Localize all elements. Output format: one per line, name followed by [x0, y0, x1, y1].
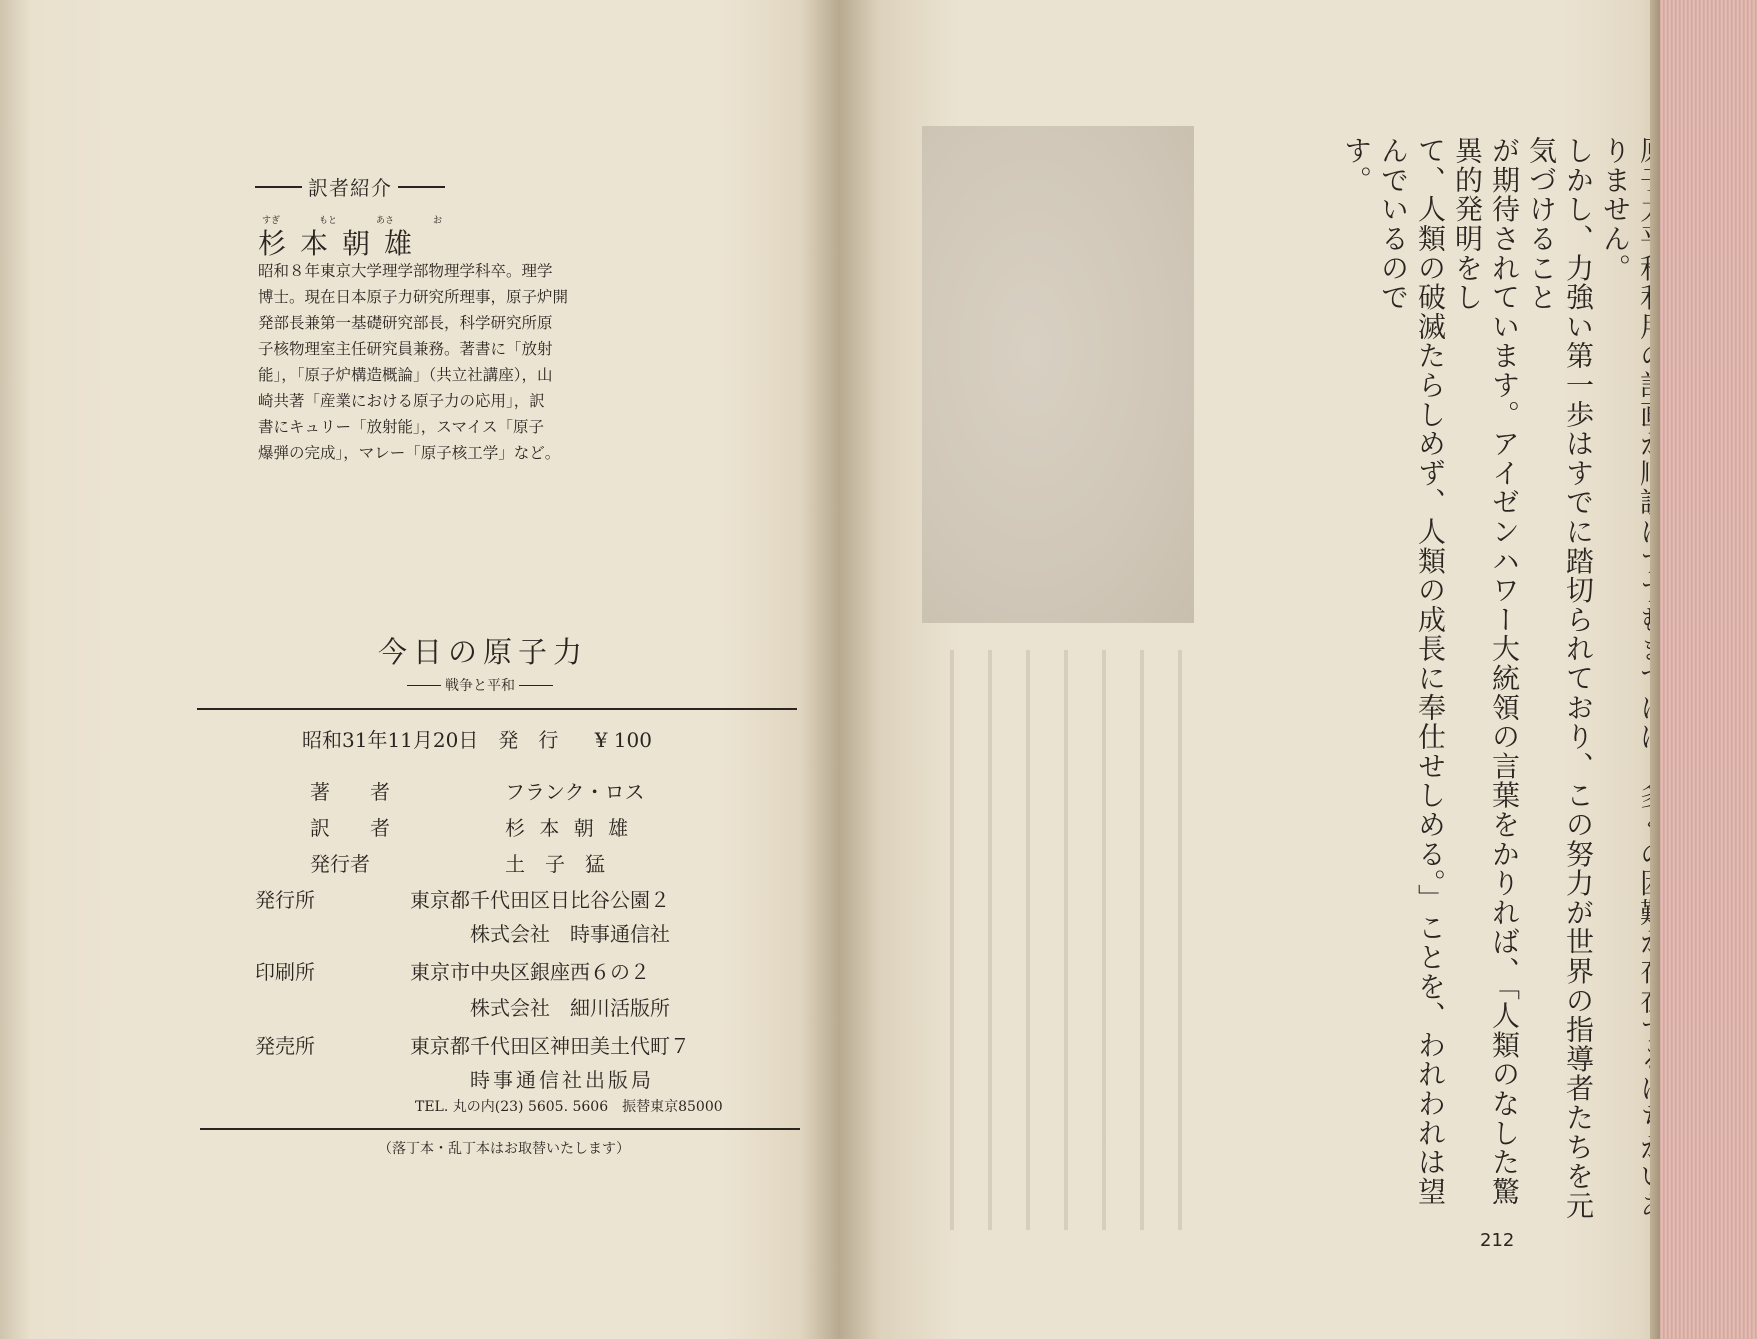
- credit-author-value: フランク・ロス: [505, 780, 645, 804]
- colophon-top-rule: [197, 708, 797, 710]
- publisher-address: 東京都千代田区日比谷公園２: [410, 888, 670, 912]
- body-column: が期待されています。アイゼンハワー大統領の言葉をかりれば、「人類のなした驚異的発明をし: [1451, 136, 1521, 1207]
- publisher-company: 株式会社 時事通信社: [470, 922, 670, 946]
- credit-translator-value: 杉 本 朝 雄: [505, 816, 633, 840]
- bio-line: 博士。現在日本原子力研究所理事，原子炉開: [258, 288, 569, 306]
- heading-dash-left: [255, 186, 302, 188]
- heading-text: 訳者紹介: [308, 176, 392, 200]
- distributor-label: 発売所: [255, 1034, 315, 1058]
- photo-plate: [922, 126, 1194, 623]
- credit-publisher-person-label: 発行者: [310, 852, 370, 876]
- subtitle-dash-right: [519, 685, 553, 686]
- left-page: [0, 0, 840, 1339]
- book-title: 今日の原子力: [378, 635, 589, 669]
- body-column: りません。: [1599, 136, 1632, 283]
- bio-line: 崎共著「産業における原子力の応用」，訳: [258, 392, 545, 410]
- page-block-edge: [1660, 0, 1757, 1339]
- publication-date-row: [302, 724, 652, 753]
- body-text: [1338, 136, 1671, 1226]
- ruby-1: すぎ: [262, 216, 281, 226]
- bio-line: 昭和８年東京大学理学部物理学科卒。理学: [258, 262, 553, 280]
- publication-date: 昭和31年11月20日 発 行: [302, 728, 559, 752]
- translator-name: 杉本朝雄: [258, 227, 427, 260]
- subtitle-dash-left: [407, 685, 441, 686]
- translator-bio: [258, 258, 573, 466]
- ruby-3: あさ: [375, 216, 394, 226]
- bio-line: 発部長兼第一基礎研究部長，科学研究所原: [258, 314, 553, 332]
- distributor-address: 東京都千代田区神田美土代町７: [410, 1034, 690, 1058]
- publisher-label: 発行所: [255, 888, 315, 912]
- heading-dash-right: [398, 186, 445, 188]
- ruby-2: もと: [318, 216, 337, 226]
- telephone-line: TEL. 丸の内(23) 5605. 5606 振替東京85000: [415, 1099, 723, 1115]
- colophon-bottom-rule: [200, 1128, 800, 1130]
- credit-translator-label: 訳 者: [310, 816, 390, 840]
- credit-publisher-person-value: 土 子 猛: [505, 852, 605, 876]
- printer-label: 印刷所: [255, 960, 315, 984]
- book-subtitle: [407, 675, 553, 695]
- bio-line: 子核物理室主任研究員兼務。著書に「放射: [258, 340, 553, 358]
- printer-address: 東京市中央区銀座西６の２: [410, 960, 650, 984]
- show-through-texture: [930, 650, 1210, 1230]
- bio-line: 能」，「原子炉構造概論」（共立社講座），山: [258, 366, 553, 384]
- bio-line: 書にキュリー「放射能」，スマイス「原子: [258, 418, 544, 436]
- replacement-note: （落丁本・乱丁本はお取替いたします）: [378, 1141, 630, 1157]
- body-column: す。: [1340, 136, 1373, 195]
- page-number: 212: [1480, 1230, 1515, 1251]
- bio-line: 爆弾の完成」，マレー「原子核工学」など。: [258, 444, 561, 462]
- body-column: て、人類の破滅たらしめず、人類の成長に奉仕せしめる。」ことを、われわれは望んでいるので: [1377, 136, 1447, 1207]
- printer-company: 株式会社 細川活版所: [470, 996, 670, 1020]
- price: ¥ 100: [594, 728, 652, 752]
- distributor-company: 時事通信社出版局: [470, 1068, 654, 1092]
- ruby-4: お: [432, 216, 442, 226]
- body-column: しかし、力強い第一歩はすでに踏切られており、この努力が世界の指導者たちを元気づけること: [1525, 136, 1595, 1221]
- translator-section-heading: [255, 172, 445, 201]
- credit-author-label: 著 者: [310, 780, 390, 804]
- subtitle-text: 戦争と平和: [445, 678, 515, 694]
